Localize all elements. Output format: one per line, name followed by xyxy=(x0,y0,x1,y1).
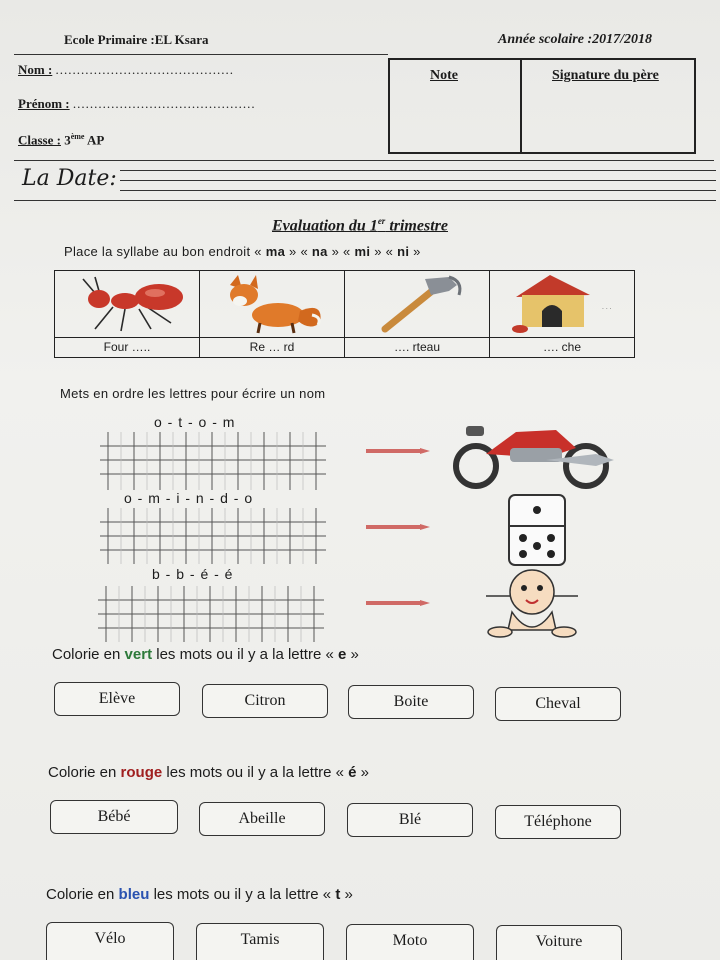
ex4-middle: les mots ou il y a la lettre « xyxy=(166,764,344,781)
nom-label: Nom : xyxy=(18,62,53,77)
word-box-ble[interactable]: Blé xyxy=(347,803,473,837)
writing-grid-3[interactable] xyxy=(98,586,324,642)
caption-doghouse: …. che xyxy=(490,337,634,356)
ex5-color-word: bleu xyxy=(118,886,150,903)
nom-field[interactable] xyxy=(18,62,234,78)
title-main: Evaluation du 1 xyxy=(272,217,378,235)
ex4-letter: é xyxy=(348,764,357,781)
word-box-cheval[interactable]: Cheval xyxy=(495,687,621,721)
ex1-instruction-text: Place la syllabe au bon endroit xyxy=(64,244,251,259)
classe-sup: ème xyxy=(70,132,85,141)
syllable-ma: ma xyxy=(265,244,286,259)
school-name: Ecole Primaire :EL Ksara xyxy=(64,32,209,47)
word-box-bebe[interactable]: Bébé xyxy=(50,800,178,834)
hammer-icon xyxy=(345,271,489,337)
ex5-suffix: » xyxy=(344,886,353,903)
syllable-na: na xyxy=(311,244,328,259)
ex4-color-word: rouge xyxy=(120,764,163,781)
motorcycle-icon xyxy=(446,414,618,490)
doghouse-icon xyxy=(490,271,634,337)
classe-label: Classe : xyxy=(18,132,61,148)
caption-ant: Four ….. xyxy=(55,337,199,356)
grade-box xyxy=(388,58,696,154)
ex3-letter: e xyxy=(338,646,347,663)
date-rule-bottom xyxy=(14,200,716,201)
date-line-2[interactable] xyxy=(120,180,716,181)
ant-icon xyxy=(55,271,199,337)
ex4-prefix: Colorie en xyxy=(48,764,117,781)
word-box-moto[interactable]: Moto xyxy=(346,924,474,960)
caption-hammer: …. rteau xyxy=(345,337,489,356)
fox-icon xyxy=(200,271,344,337)
ex4-suffix: » xyxy=(360,764,369,781)
date-line-1[interactable] xyxy=(120,170,716,171)
exercise3-instruction xyxy=(52,646,359,663)
word-box-citron[interactable]: Citron xyxy=(202,684,328,718)
ex3-prefix: Colorie en xyxy=(52,646,121,663)
arrow-icon-1 xyxy=(366,448,430,454)
scrambled-letters-3: b - b - é - é xyxy=(152,566,234,582)
word-box-abeille[interactable]: Abeille xyxy=(199,802,325,836)
word-box-tamis[interactable]: Tamis xyxy=(196,923,324,960)
ex5-prefix: Colorie en xyxy=(46,886,115,903)
arrow-icon-2 xyxy=(366,524,430,530)
nom-dots: .......................................... xyxy=(55,62,235,77)
prenom-field[interactable] xyxy=(18,96,256,112)
word-box-velo[interactable]: Vélo xyxy=(46,922,174,960)
evaluation-title xyxy=(0,216,720,235)
caption-fox: Re … rd xyxy=(200,337,344,356)
word-box-telephone[interactable]: Téléphone xyxy=(495,805,621,839)
word-box-voiture[interactable]: Voiture xyxy=(496,925,622,960)
domino-icon xyxy=(506,492,568,568)
date-label: La Date: xyxy=(22,166,117,191)
classe-value: 3 xyxy=(64,132,71,148)
ex3-suffix: » xyxy=(350,646,359,663)
date-rule-top xyxy=(14,160,714,161)
svg-text:· · ·: · · · xyxy=(602,306,612,313)
writing-grid-1[interactable] xyxy=(100,432,326,490)
picture-cell-hammer xyxy=(345,271,490,358)
exercise1-instruction: Place la syllabe au bon endroit « ma » « na » « mi » « ni » xyxy=(64,244,421,259)
syllable-mi: mi xyxy=(354,244,371,259)
classe-field xyxy=(18,132,104,148)
exercise4-instruction xyxy=(48,764,369,781)
title-end: trimestre xyxy=(385,217,448,235)
date-line-3[interactable] xyxy=(120,190,716,191)
word-box-eleve[interactable]: Elève xyxy=(54,682,180,716)
prenom-label: Prénom : xyxy=(18,96,70,111)
ex3-color-word: vert xyxy=(124,646,153,663)
note-label: Note xyxy=(430,68,458,83)
arrow-icon-3 xyxy=(366,600,430,606)
exercise5-instruction xyxy=(46,886,353,903)
school-year: Année scolaire :2017/2018 xyxy=(498,32,652,47)
signature-label: Signature du père xyxy=(552,68,659,83)
picture-cell-fox xyxy=(200,271,345,358)
grade-box-divider xyxy=(520,60,522,152)
title-sup: er xyxy=(377,216,386,226)
classe-suffix: AP xyxy=(87,132,105,148)
picture-cell-doghouse xyxy=(490,271,635,358)
picture-cell-ant xyxy=(55,271,200,358)
word-box-boite[interactable]: Boite xyxy=(348,685,474,719)
ex5-letter: t xyxy=(335,886,341,903)
writing-grid-2[interactable] xyxy=(100,508,326,564)
baby-icon xyxy=(482,566,582,642)
syllable-ni: ni xyxy=(397,244,410,259)
prenom-dots: ........................................... xyxy=(72,96,256,111)
exercise2-instruction: Mets en ordre les lettres pour écrire un nom xyxy=(60,386,326,401)
header-rule xyxy=(14,54,388,55)
ex3-middle: les mots ou il y a la lettre « xyxy=(156,646,334,663)
ex5-middle: les mots ou il y a la lettre « xyxy=(153,886,332,903)
scrambled-letters-1: o - t - o - m xyxy=(154,414,236,430)
syllable-picture-table xyxy=(54,270,635,358)
scrambled-letters-2: o - m - i - n - d - o xyxy=(124,490,254,506)
